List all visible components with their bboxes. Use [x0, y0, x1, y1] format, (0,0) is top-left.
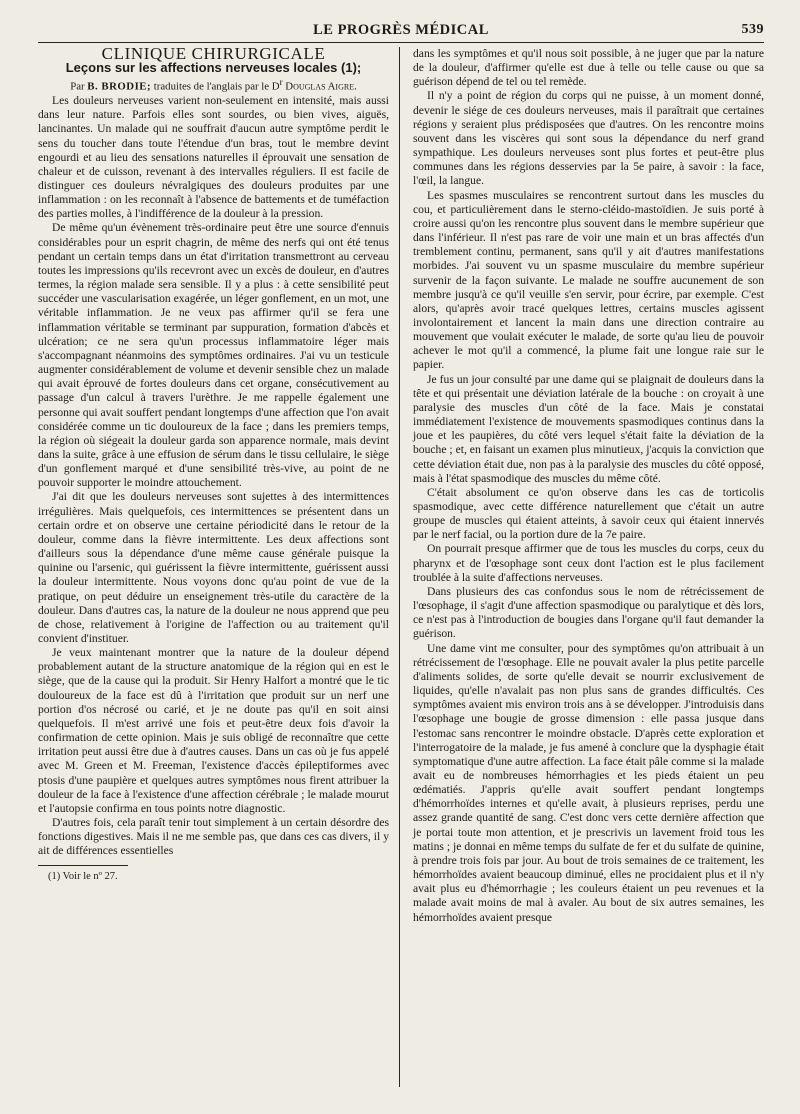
paragraph: Je veux maintenant montrer que la nature de la douleur dépend probablement autant de la structure anatomique de la région qui en est le siège, que de la cause qui la produit. Sir Henry Halfort a montré que le tic douloureux de la face est dû à l'irritation que produit sur un nerf une portion d'os nécrosé ou carié, et je ne doute pas qu'il en soit ainsi quelquefois. Il m'est arrivé une fois et peut-être deux fois d'avoir la confirmation de cette opinion. Mais je suis obligé de reconnaître que cette irritation peut aussi être due à d'autres causes. Dans un cas où je fus appelé avec M. Green et M. Freeman, l'existence d'accès épileptiformes avec ptosis d'une paupière et quelques autres symptômes nous firent attribuer la douleur de la face à l'existence d'une affection cérébrale ; le malade mourut et l'autopsie confirma en tous points notre diagnostic.: [38, 646, 389, 815]
footnote: (1) Voir le nº 27.: [48, 870, 118, 882]
column-divider: [399, 47, 400, 1087]
paragraph: Une dame vint me consulter, pour des symptômes qu'on attribuait à un rétrécissement de l'œsophage. Elle ne pouvait avaler la plus petite parcelle d'aliments solides, de sorte qu'elle devait se nourrir exclusivement de liquides, qu'elle n'avalait pas non plus sans de grandes difficultés. Ces symptômes avaient mis environ trois ans à se développer. J'introduisis dans l'œsophage une bougie de grosse dimension : elle passa jusque dans l'estomac sans rencontrer le moindre obstacle. D'après cette exploration et l'interrogatoire de la malade, je fus amené à conclure que la dysphagie était symptomatique d'une autre affection. La face était pâle comme si la malade avait eu de nombreuses hémorrhagies et les pieds étaient un peu œdématiés. J'appris qu'elle avait souffert pendant longtemps d'hémorrhoïdes internes et qu'elle avait, à plusieurs reprises, perdu une assez grande quantité de sang. C'est donc vers cette dernière affection que je portai toute mon attention, et je prescrivis un lavement froid tous les matins ; je donnai en même temps du sulfate de fer et du sulfate de quinine, à prendre trois fois par jour. Au bout de trois semaines de ce traitement, les hémorrhoïdes avaient beaucoup diminué, elles ne procidaient plus et il n'y avait plus eu d'hémorrhagie ; les couleurs étaient un peu revenues et la malade avait moins de mal à avaler. Au bout de six autres semaines, les hémorrhoïdes avaient presque: [413, 641, 764, 924]
paragraph: C'était absolument ce qu'on observe dans les cas de torticolis spasmodique, avec cette différence naturellement que c'était un autre groupe de muscles qui étaient atteints, à savoir ceux qui étaient innervés par le nerf facial, ou la portion dure de la 7e paire.: [413, 485, 764, 542]
byline-dr-sup: r: [279, 77, 283, 88]
paragraph: Il n'y a point de région du corps qui ne puisse, à un moment donné, devenir le siége de ces douleurs nerveuses, mais il paraîtrait que certaines régions y seraient plus prédisposées que d'autres. On les rencontre moins souvent dans les viscères qui sont sous la dépendance du nerf grand sympathique. Les douleurs nerveuses sont plus fortes et peut-être plus communes dans les régions desservies par la 5e paire, à savoir : la face, l'œil, la langue.: [413, 89, 764, 188]
footnote-rule: [38, 865, 128, 866]
article-subtitle: Leçons sur les affections nerveuses locales (1);: [65, 60, 362, 76]
paragraph: Les spasmes musculaires se rencontrent surtout dans les muscles du cou, et particulièrement dans le sterno-cléido-mastoïdien. Je suis porté à croire aussi qu'on les rencontre plus souvent dans le membre supérieur que dans l'inférieur. Il n'est pas rare de voir une main et un bras affectés d'un tremblement continu, permanent, sans qu'il y ait d'autres manifestations morbides. J'ai souvent vu un spasme musculaire du membre supérieur survenir de la façon suivante. Le malade ne souffre aucunement de son membre jusqu'à ce qu'il veuille s'en servir, pour écrire, par exemple. C'est alors, qu'après avoir tracé quelques lettres, certains muscles agissent involontairement et lancent la main dans une direction contraire au mouvement que voulait exécuter le malade, de sorte qu'au lieu de pouvoir achever le mot qu'il a commencé, la plume fait une longue raie sur le papier.: [413, 188, 764, 372]
running-header: [38, 22, 764, 43]
byline-translator: Douglas Aigre.: [285, 80, 357, 93]
paragraph: Dans plusieurs des cas confondus sous le nom de rétrécissement de l'œsophage, il s'agit d'une affection spasmodique ou paralytique et dès lors, ce n'est pas à l'introduction de bougies dans l'organe qu'il faut demander la guérison.: [413, 584, 764, 641]
two-column-body: [38, 47, 764, 1097]
paragraph: dans les symptômes et qu'il nous soit possible, à ne juger que par la nature de la douleur, d'affirmer qu'elle est due à telle ou telle cause ou que sa guérison dépend de tel ou tel remède.: [413, 47, 764, 89]
byline-prefix: Par: [70, 80, 85, 93]
journal-title: LE PROGRÈS MÉDICAL: [313, 22, 489, 38]
byline-middle: traduites de l'anglais par le D: [153, 80, 280, 93]
paragraph: Les douleurs nerveuses varient non-seulement en intensité, mais aussi dans leur nature. Parfois elles sont sourdes, ou bien vives, aiguës, lancinantes. Un malade qui ne souffrait d'aucun autre symptôme perdit le sens du toucher dans toute l'étendue d'un bras, tout le membre devint engourdi et au lieu des sensations naturelles il éprouvait une sensation de chaleur et de cuisson, revenant à des intervalles réguliers. Il est facile de distinguer ces douleurs névralgiques des douleurs produites par une inflammation : on les reconnaît à l'absence de battements et de tuméfaction des parties molles, à l'indifférence de la douleur à la pression.: [38, 94, 389, 221]
paragraph: On pourrait presque affirmer que de tous les muscles du corps, ceux du pharynx et de l'œsophage sont ceux dont l'action est le plus facilement troublée à la suite d'affections nerveuses.: [413, 542, 764, 584]
byline-author: B. BRODIE;: [87, 80, 152, 93]
paragraph: J'ai dit que les douleurs nerveuses sont sujettes à des intermittences irrégulières. Mais quelquefois, ces intermittences se présentent dans un certain ordre et on observe une certaine périodicité dans le retour de la douleur, comme dans la fièvre intermittente. Les deux affections sont d'ailleurs sous la dépendance d'une même cause générale puisque la quinine ou l'arsenic, qui guérissent la fièvre intermittente, guérissent aussi la douleur intermittente. Nous voyons donc qu'au point de vue de la pratique, on peut déduire un enseignement très-utile du caractère de la douleur. Dans d'autres cas, la nature de la douleur ne nous apprend que peu de chose, relativement à l'origine de l'affection ou au traitement qu'il convient d'instituer.: [38, 490, 389, 645]
paragraph: De même qu'un évènement très-ordinaire peut être une source d'ennuis considérables pour un esprit chagrin, de même des nerfs qui ont été tenus pendant un certain temps dans un état d'irritation transmettront au cerveau toutes les impressions qu'ils recevront avec un excès de douleur, en d'autres termes, la région malade sera sensible. Il y a plus : à cette sensibilité peut succéder une vascularisation exagérée, un léger gonflement, en un mot, une véritable inflammation. Je ne veux pas affirmer qu'il se fera une inflammation véritable se terminant par suppuration, formation d'abcès et ulcération; ce ne sera qu'un processus inflammatoire léger mais s'accompagnant néanmoins des symptômes ordinaires. J'ai vu un testicule augmenter considérablement de volume et devenir sensible chez un malade qui avait éprouvé de fortes douleurs dans cet organe, consécutivement au passage d'un calcul à travers l'urèthre. Je me rappelle également une personne qui avait souffert pendant longtemps d'une affection que l'on avait considérée comme un tic douloureux de la face ; dans les premiers temps, la région où siégeait la douleur garda son apparence normale, mais devint dans la suite, grâce à une effusion de sérum dans le tissu cellulaire, le siège d'un gonflement marqué et d'une sensibilité très-vive, au point de ne pouvoir supporter le moindre attouchement.: [38, 221, 389, 490]
paragraph: D'autres fois, cela paraît tenir tout simplement à un certain désordre des fonctions digestives. Mais il ne me semble pas, que dans ces cas divers, il y ait de différences essentielles: [38, 816, 389, 858]
paragraph: Je fus un jour consulté par une dame qui se plaignait de douleurs dans la tête et qui présentait une déviation latérale de la bouche : on croyait à une paralysie des muscles d'un côté de la face. Mais je constatai immédiatement l'existence de mouvements spasmodiques continus dans la joue et les paupières, du côté vers lequel s'était faite la déviation de la bouche ; et, en faisant un examen plus minutieux, j'acquis la conviction que cette déviation était due, non pas à la paralysie des muscles du côté opposé, mais à l'état spasmodique des muscles du même côté.: [413, 372, 764, 485]
right-column: [413, 47, 764, 1097]
byline: [38, 75, 389, 94]
page-number: 539: [741, 22, 764, 37]
left-column: [38, 47, 389, 1097]
section-title: CLINIQUE CHIRURGICALE: [101, 47, 326, 63]
